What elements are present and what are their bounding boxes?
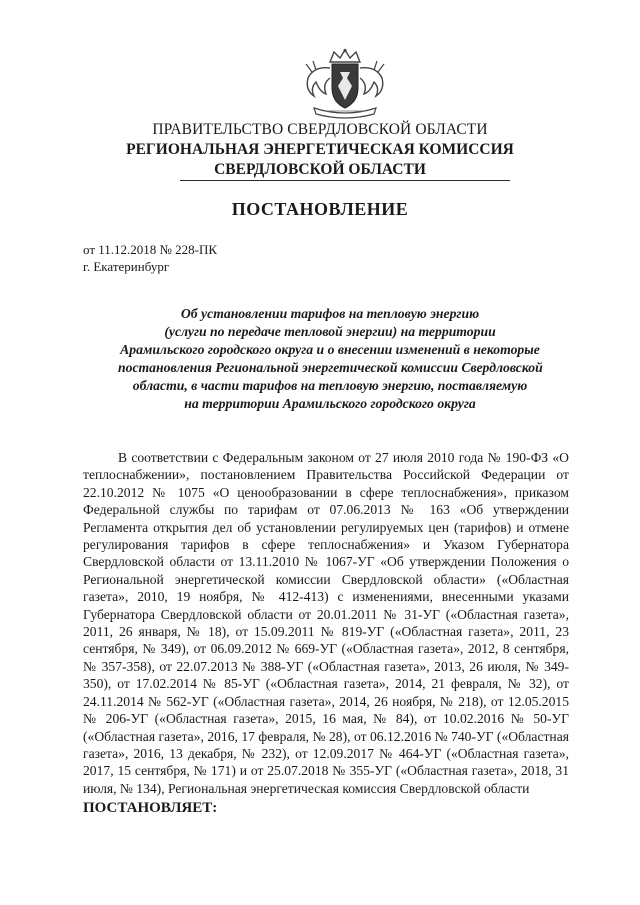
resolves-heading: ПОСТАНОВЛЯЕТ: bbox=[83, 800, 218, 816]
document-city: г. Екатеринбург bbox=[83, 259, 170, 274]
commission-name-line2: СВЕРДЛОВСКОЙ ОБЛАСТИ bbox=[214, 161, 426, 178]
subject-line: (услуги по передаче тепловой энергии) на территории bbox=[164, 324, 496, 339]
header-divider bbox=[180, 180, 510, 181]
document-meta bbox=[83, 241, 217, 275]
document-date-number: от 11.12.2018 № 228-ПК bbox=[83, 242, 218, 257]
document-body: В соответствии с Федеральным законом от 27 июля 2010 года № 190-ФЗ «О теплоснабжении», постановлением Правительства Российской Федерации от 22.10.2012 № 1075 «О ценообразовании в сфере теплоснабжения», приказом Федеральной службы по тарифам от 07.06.2013 № 163 «Об утверждении Регламента открытия дел об установлении регулируемых цен (тарифов) и отмене регулирования тарифов в сфере теплоснабжения» и Указом Губернатора Свердловской области от 13.11.2010 № 1067-УГ «Об утверждении Положения о Региональной энергетической комиссии Свердловской области» («Областная газета», 2010, 19 ноября, № 412-413) с изменениями, внесенными указами Губернатора Свердловской области от 20.01.2011 № 31-УГ («Областная газета», 2011, 26 января, № 18), от 15.09.2011 № 819-УГ («Областная газета», 2011, 23 сентября, № 349), от 06.09.2012 № 669-УГ («Областная газета», 2012, 8 сентября, № 357-358), от 22.07.2013 № 388-УГ («Областная газета», 2013, 26 июля, № 349-350), от 17.02.2014 № 85-УГ («Областная газета», 2014, 21 февраля, № 32), от 24.11.2014 № 562-УГ («Областная газета», 2014, 26 ноября, № 218), от 12.05.2015 № 206-УГ («Областная газета», 2015, 16 мая, № 84), от 10.02.2016 № 50-УГ («Областная газета», 2016, 17 февраля, № 28), от 06.12.2016 № 740-УГ («Областная газета», 2016, 13 декабря, № 232), от 12.09.2017 № 464-УГ («Областная газета», 2017, 15 сентября, № 171) и от 25.07.2018 № 355-УГ («Областная газета», 2018, 31 июля, № 134), Региональная энергетическая комиссия Свердловской области bbox=[83, 450, 569, 796]
document-subject bbox=[118, 305, 542, 413]
document-title: ПОСТАНОВЛЕНИЕ bbox=[231, 199, 409, 219]
government-name: ПРАВИТЕЛЬСТВО СВЕРДЛОВСКОЙ ОБЛАСТИ bbox=[152, 121, 488, 138]
subject-line: постановления Региональной энергетической комиссии Свердловской bbox=[118, 360, 543, 375]
subject-line: Арамильского городского округа и о внесении изменений в некоторые bbox=[120, 342, 540, 357]
commission-name-line1: РЕГИОНАЛЬНАЯ ЭНЕРГЕТИЧЕСКАЯ КОМИССИЯ bbox=[126, 141, 514, 158]
subject-line: области, в части тарифов на тепловую энергию, поставляемую bbox=[132, 378, 528, 393]
subject-line: на территории Арамильского городского округа bbox=[184, 396, 476, 411]
subject-line: Об установлении тарифов на тепловую энергию bbox=[180, 306, 480, 321]
coat-of-arms-icon bbox=[300, 48, 390, 120]
